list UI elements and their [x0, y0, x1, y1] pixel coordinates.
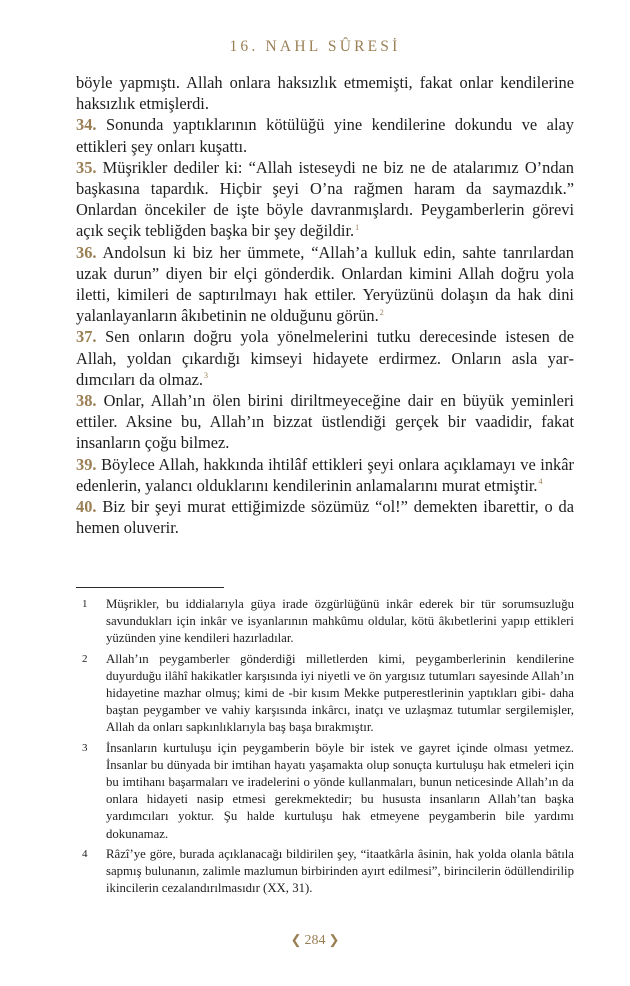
verse-number: 35. — [76, 157, 97, 177]
footnote-text: Müşrikler, bu iddialarıyla güya irade özgürlüğünü inkâr ederek bir tür sorumsuzluğu savundukları için inkâr ve isyanlarının mahkûmu oldular, kötü âkıbetlerini yapıp ettikleri yüzünden yine kendileri hazırladılar. — [106, 597, 574, 646]
verse-39 — [76, 454, 574, 496]
verse-number: 38. — [76, 391, 97, 411]
verse-number: 34. — [76, 115, 97, 135]
footnote-number: 1 — [82, 598, 88, 610]
verse-body: Böylece Allah, hakkında ihtilâf ettikleri şeyi onlara açıklamayı ve inkâr edenlerin, yalancı olduklarını kendilerinin anlamalarını murat etmiştir. — [76, 454, 574, 495]
verse-body: Onlar, Allah’ın ölen birini diriltmeyeceğine dair en büyük yeminleri ettiler. Aksine bu, Allah’ın bizzat üstlendiği gerçek bir vaadidir, fakat insanların çoğu bilmez. — [76, 391, 574, 453]
page-number — [0, 932, 630, 949]
verse-body: Andolsun ki biz her ümmete, “Allah’a kulluk edin, sahte tanrılardan uzak durun” diyen bir elçi gönderdik. Onlardan kimini Allah doğru yola iletti, kimileri de saptırılmayı hak ettiler. Yeryüzünü dolaşın da hak dini yalanlayanların âkıbetinin ne olduğunu görün. — [76, 242, 574, 326]
verse-continuation — [76, 72, 574, 114]
verse-number: 36. — [76, 242, 97, 262]
footnote-3 — [76, 740, 574, 843]
footnote-text: Râzî’ye göre, burada açıklanacağı bildirilen şey, “itaatkârla âsinin, hak yolda olanla bâtıla sapmış bulunanın, zalimle mazlumun birbirinden ayırt edilmesi”, birincilerin ödüllendirilip ikincilerin cezalandırılmasıdır (XX, 31). — [106, 846, 574, 896]
footnote-1 — [76, 596, 574, 648]
verse-body: Müşrikler dediler ki: “Allah isteseydi ne biz ne de atalarımız O’ndan başkasına tapardık. Hiçbir şeyi O’na rağmen haram da saymazdık.” Onlardan öncekiler de işte böyle davranmışlardı. Peygamberlerin görevi açık seçik tebliğden başka bir şey değildir. — [76, 157, 574, 241]
footnote-2 — [76, 651, 574, 737]
footnotes — [76, 596, 574, 900]
footnote-text: İnsanların kurtuluşu için peygamberin böyle bir istek ve gayret içinde olması yetmez. İnsanlar bu dünyada bir imtihan hayatı yaşamakta olup sonuçta kurtuluşu hak etmeleri için bu imtihanı başarmaları ve iradelerini o yönde kullanmaları, bunun neticesinde Allah’ın da onlara hidayeti nasip etmesi gerekmektedir; bu hususta insanların Allah’tan başka yardımcıları yoktur. Şu halde kurtuluşu hak etmeyene peygamberin bile yardımı dokunamaz. — [106, 740, 574, 841]
footnote-4 — [76, 846, 574, 898]
verse-37 — [76, 326, 574, 390]
footnote-number: 4 — [82, 847, 88, 860]
verse-body: Biz bir şeyi murat ettiğimizde sözümüz “ol!” demekten ibarettir, o da hemen oluverir. — [76, 497, 574, 538]
footnote-number: 2 — [82, 652, 88, 665]
running-header: 16. NAHL SÛRESİ — [229, 38, 401, 55]
verse-number: 37. — [76, 327, 97, 347]
ornament-right-icon: ❯ — [328, 932, 340, 947]
footnote-divider — [76, 587, 224, 588]
footnote-text: Allah’ın peygamberler gönderdiği milletlerden kimi, peygamberlerinin kendilerine duyurduğu ilâhî hakikatler karşısında iyi niyetli ve ön yargısız tutumları sayesinde Allah’ın hidayetine mazhar olmuş; kimi de -bir kısım Mekke putperestlerinin yaptıkları gibi- daha baştan peygamber ve vahiy karşısında inkârcı, inatçı ve uzlaşmaz tutumlar sergilemişler, Allah da onları sapkınlıklarıyla baş başa bırakmıştır. — [106, 651, 574, 735]
page-number-value: 284 — [304, 933, 326, 948]
footnote-ref[interactable]: 2 — [379, 307, 384, 317]
verse-text — [76, 72, 574, 538]
verse-35 — [76, 157, 574, 242]
verse-body: Sen onların doğru yola yönelmelerini tutku derecesinde istesen de Allah, yoldan çıkardığı kimseyi hidayete erdirmez. Onların asla yardımcıları da olmaz. — [76, 327, 574, 389]
verse-34 — [76, 114, 574, 156]
footnote-number: 3 — [82, 741, 88, 754]
verse-40 — [76, 496, 574, 538]
ornament-left-icon: ❮ — [290, 932, 302, 947]
footnote-ref[interactable]: 3 — [203, 371, 208, 381]
verse-36 — [76, 242, 574, 327]
verse-body: böyle yapmıştı. Allah onlara haksızlık etmemişti, fakat onlar kendilerine haksızlık etmişlerdi. — [76, 73, 574, 114]
verse-number: 40. — [76, 497, 97, 517]
footnote-ref[interactable]: 1 — [355, 222, 360, 232]
verse-38 — [76, 390, 574, 454]
verse-body: Sonunda yaptıklarının kötülüğü yine kendilerine dokundu ve alay ettikleri şey onları kuşattı. — [76, 115, 574, 156]
verse-number: 39. — [76, 454, 97, 474]
footnote-ref[interactable]: 4 — [538, 477, 543, 487]
